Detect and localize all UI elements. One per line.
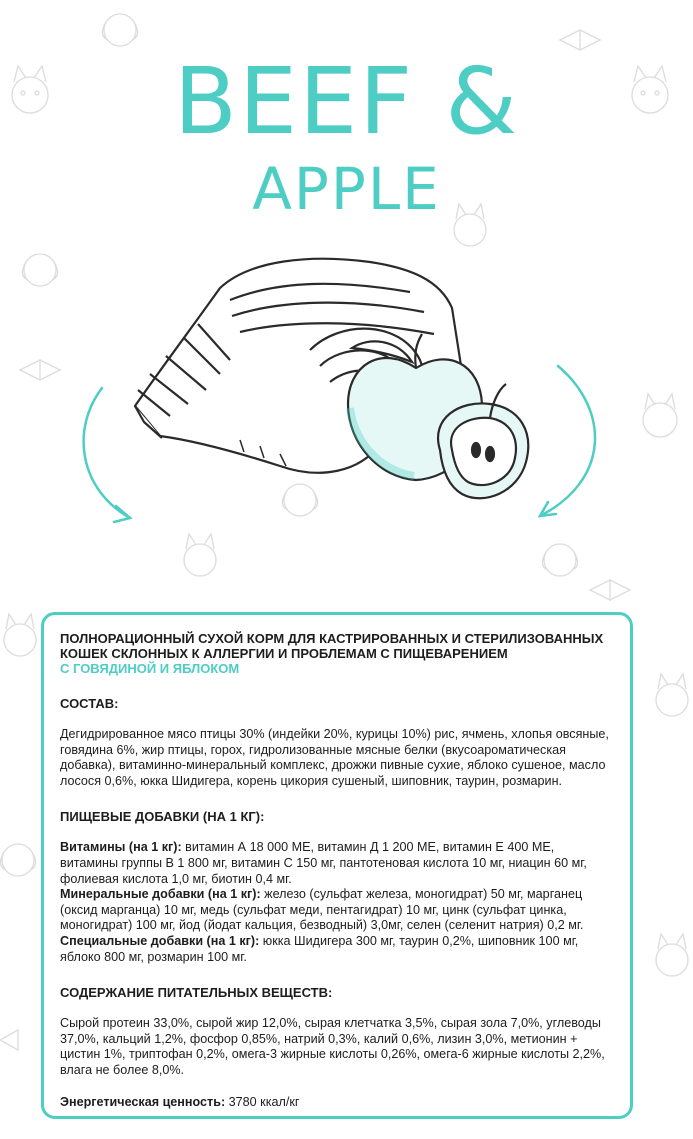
nutrients-title: СОДЕРЖАНИЕ ПИТАТЕЛЬНЫХ ВЕЩЕСТВ: (60, 985, 333, 1001)
curved-arrow-right-icon (540, 366, 595, 516)
bow-icon (560, 30, 600, 50)
nutrients-text: Сырой протеин 33,0%, сырой жир 12,0%, сырая клетчатка 3,5%, сырая зола 7,0%, углеводы 37,0%, кальций 1,2%, фосфор 0,85%, натрий 0,3%, калий 0,6%, лизин 3,0%, метионин + цистин 1%, триптофан 0,2%, омега-3 жирные кислоты 0,26%, омега-6 жирные кислоты 2,2%, влага не более 8,0%. (60, 1016, 605, 1077)
dog-face-icon (542, 544, 577, 576)
bow-icon (590, 580, 630, 600)
cat-face-icon (4, 614, 36, 656)
vitamins-text: витамин А 18 000 МЕ, витамин Д 1 200 МЕ, витамин Е 400 МЕ, витамины группы В 1 800 мг, витамин С 150 мг, пантотеновая кислота 10 мг, ниацин 60 мг, фолиевая кислота 1,0 мг, биотин 0,4 мг. (60, 840, 587, 886)
special-additives-text: юкка Шидигера 300 мг, таурин 0,2%, шиповник 100 мг, яблоко 800 мг, розмарин 100 мг. (60, 933, 579, 964)
cat-face-icon (643, 394, 677, 437)
dog-face-icon (22, 254, 57, 286)
dog-face-icon (0, 844, 35, 876)
curved-arrow-left-icon (84, 388, 130, 522)
vitamins-label: Витамины (на 1 кг): (60, 840, 182, 855)
product-title-line1: BEEF & (173, 48, 520, 155)
vitamins-paragraph (60, 840, 614, 887)
product-flavor-subheading: С ГОВЯДИНОЙ И ЯБЛОКОМ (60, 661, 240, 676)
bow-icon (0, 1030, 18, 1050)
composition-title: СОСТАВ: (60, 696, 119, 711)
product-title-line2: APPLE (252, 155, 441, 223)
energy-value: 3780 ккал/кг (225, 1094, 300, 1109)
composition-text: Дегидрированное мясо птицы 30% (индейки 20%, курицы 10%) рис, ячмень, хлопья овсяные, говядина 6%, жир птицы, горох, гидролизованные мясные белки (вкусоароматическая добавка), витаминно-минеральный комплекс, дрожжи пивные сухие, яблоко сушеное, масло лосося 0,6%, юкка Шидигера, корень цикория сушеный, шиповник, таурин, розмарин. (60, 727, 609, 788)
minerals-text: железо (сульфат железа, моногидрат) 50 мг, марганец (оксид марганца) 10 мг, медь (сульфат меди, пентагидрат) 10 мг, цинк (сульфат цинка, моногидрат) 100 мг, йод (йодат кальция, безводный) 3,0мг, селен (селенит натрия) 0,2 мг. (60, 887, 584, 933)
dog-face-icon (102, 14, 137, 46)
energy-label: Энергетическая ценность: (60, 1094, 226, 1109)
minerals-paragraph (60, 887, 614, 934)
energy-paragraph (60, 1095, 614, 1111)
cat-face-icon (184, 534, 216, 576)
special-additives-paragraph (60, 934, 614, 965)
additives-title: ПИЩЕВЫЕ ДОБАВКИ (НА 1 КГ): (60, 809, 265, 825)
product-illustration (80, 240, 620, 530)
special-additives-label: Специальные добавки (на 1 кг): (60, 933, 260, 948)
product-description-heading: ПОЛНОРАЦИОННЫЙ СУХОЙ КОРМ ДЛЯ КАСТРИРОВАННЫХ И СТЕРИЛИЗОВАННЫХ КОШЕК СКЛОННЫХ К АЛЛЕРГИИ И ПРОБЛЕМАМ С ПИЩЕВАРЕНИЕМ (60, 631, 604, 661)
bow-icon (20, 360, 60, 380)
cat-face-icon (656, 934, 688, 976)
composition-card (41, 612, 633, 1119)
minerals-label: Минеральные добавки (на 1 кг): (60, 887, 261, 902)
cat-face-icon (656, 674, 688, 716)
